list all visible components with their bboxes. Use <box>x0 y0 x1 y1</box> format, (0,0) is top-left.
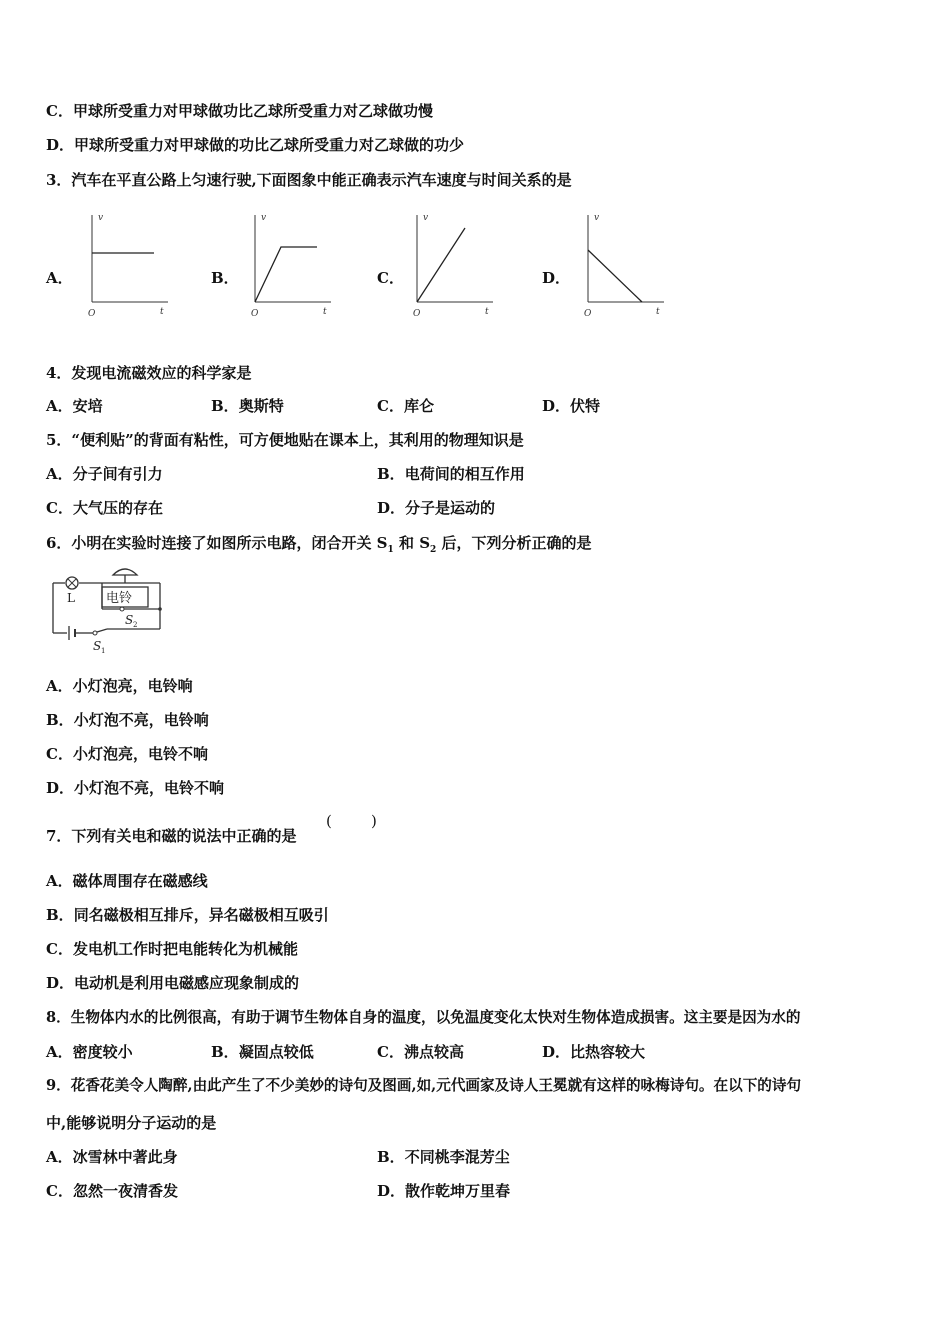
option-label: A． <box>46 1043 73 1061</box>
q3-graph-d-label: D． <box>542 269 571 287</box>
option-label: C． <box>46 102 73 120</box>
option-label: D． <box>542 397 571 415</box>
q3-graph-d <box>576 210 666 320</box>
option-text: 分子间有引力 <box>72 465 163 483</box>
option-text: 大气压的存在 <box>72 499 163 517</box>
option-label: B． <box>211 1043 239 1061</box>
s1-contact <box>93 631 97 635</box>
graph-c-curve <box>417 228 465 302</box>
q6-option-b <box>46 710 209 730</box>
q6-stem-part3: 后，下列分析正确的是 <box>436 534 592 552</box>
q8-option-c <box>377 1042 464 1062</box>
s1-blade <box>97 629 107 632</box>
option-text: 甲球所受重力对甲球做的功比乙球所受重力对乙球做的功少 <box>74 136 465 154</box>
q3-stem: 3．汽车在平直公路上匀速行驶,下面图象中能正确表示汽车速度与时间关系的是 <box>46 171 572 189</box>
option-label: D． <box>46 779 75 797</box>
q4-option-c <box>377 396 434 416</box>
q4-option-d <box>542 396 600 416</box>
option-text: 冰雪林中著此身 <box>72 1148 178 1166</box>
option-text: 沸点较高 <box>403 1043 464 1061</box>
option-label: C． <box>46 940 73 958</box>
option-text: 小灯泡不亮，电铃响 <box>73 711 209 729</box>
option-text: 电动机是利用电磁感应现象制成的 <box>74 974 300 992</box>
v-axis-label: v <box>261 213 267 223</box>
v-axis-label: v <box>98 213 104 223</box>
v-axis-label: v <box>594 213 600 223</box>
q7-stem: 7．下列有关电和磁的说法中正确的是 <box>46 827 297 845</box>
option-text: 密度较小 <box>72 1043 133 1061</box>
option-label: C． <box>46 745 73 763</box>
q3-graph-a <box>80 210 170 320</box>
option-text: 安培 <box>72 397 103 415</box>
t-axis-label: t <box>656 307 660 317</box>
option-text: 伏特 <box>570 397 601 415</box>
origin-label: O <box>584 309 592 319</box>
option-label: C． <box>46 1182 73 1200</box>
q5-option-d <box>377 498 495 518</box>
lamp-label: L <box>67 591 75 605</box>
option-text: 奥斯特 <box>238 397 284 415</box>
s1-sub-label: 1 <box>101 647 106 655</box>
q3-graph-c <box>405 210 495 320</box>
option-text: 电荷间的相互作用 <box>404 465 525 483</box>
q6-option-d <box>46 778 224 798</box>
q6-option-a <box>46 676 193 696</box>
q6-stem-part1: 6．小明在实验时连接了如图所示电路，闭合开关 S <box>46 534 388 552</box>
answer-paren-open: ( <box>326 812 332 830</box>
option-label: B． <box>377 1148 405 1166</box>
origin-label: O <box>413 309 421 319</box>
q4-stem: 4．发现电流磁效应的科学家是 <box>46 364 252 382</box>
q7-option-a <box>46 871 208 891</box>
bell-label: 电铃 <box>106 591 133 606</box>
graph-b-curve <box>255 247 317 302</box>
velocity-time-graph-d <box>576 210 666 320</box>
q3-graph-b <box>243 210 333 320</box>
option-text: 分子是运动的 <box>405 499 496 517</box>
q6-circuit-diagram <box>45 565 170 664</box>
option-text: 散作乾坤万里春 <box>405 1182 511 1200</box>
q9-option-d <box>377 1181 510 1201</box>
option-label: A． <box>46 1148 73 1166</box>
option-label: B． <box>46 906 74 924</box>
option-label: D． <box>542 1043 571 1061</box>
option-label: D． <box>377 499 406 517</box>
q8-option-a <box>46 1042 133 1062</box>
q3-graph-a-label: A． <box>46 269 73 287</box>
option-label: A． <box>46 397 73 415</box>
origin-label: O <box>88 309 96 319</box>
option-label: D． <box>377 1182 406 1200</box>
option-label: B． <box>377 465 405 483</box>
origin-label: O <box>251 309 259 319</box>
q9-option-b <box>377 1147 510 1167</box>
option-label: C． <box>377 397 404 415</box>
option-label: B． <box>46 711 74 729</box>
option-text: 同名磁极相互排斥，异名磁极相互吸引 <box>73 906 329 924</box>
graph-d-curve <box>588 250 642 302</box>
s2-label: S <box>125 613 134 627</box>
option-text: 小灯泡不亮，电铃不响 <box>74 779 225 797</box>
option-text: 凝固点较低 <box>238 1043 314 1061</box>
velocity-time-graph-c <box>405 210 495 320</box>
q8-stem: 8．生物体内水的比例很高，有助于调节生物体自身的温度，以免温度变化太快对生物体造成损害。这主要是因为水的 <box>46 1009 801 1026</box>
t-axis-label: t <box>323 307 327 317</box>
option-text: 不同桃李混芳尘 <box>404 1148 510 1166</box>
option-text: 库仑 <box>403 397 434 415</box>
q9-stem-line2: 中,能够说明分子运动的是 <box>46 1114 217 1132</box>
q5-option-a <box>46 464 163 484</box>
option-text: 磁体周围存在磁感线 <box>72 872 208 890</box>
q6-stem-part2: 和 S <box>393 534 431 552</box>
q7-option-c <box>46 939 298 959</box>
s1-label: S <box>93 639 102 653</box>
velocity-time-graph-b <box>243 210 333 320</box>
q6-option-c <box>46 744 208 764</box>
s2-subscript: 2 <box>430 545 437 555</box>
option-text: 甲球所受重力对甲球做功比乙球所受重力对乙球做功慢 <box>72 102 433 120</box>
t-axis-label: t <box>160 307 164 317</box>
option-text: 忽然一夜清香发 <box>72 1182 178 1200</box>
option-label: C． <box>377 1043 404 1061</box>
option-label: A． <box>46 465 73 483</box>
q5-option-b <box>377 464 525 484</box>
option-label: A． <box>46 872 73 890</box>
q3-graph-c-label: C． <box>377 269 404 287</box>
option-text: 小灯泡亮，电铃不响 <box>72 745 208 763</box>
q5-stem: 5．“便利贴”的背面有粘性，可方便地贴在课本上，其利用的物理知识是 <box>46 431 524 449</box>
q9-option-a <box>46 1147 178 1167</box>
option-label: D． <box>46 136 75 154</box>
q2-option-c <box>46 101 433 121</box>
q8-option-b <box>211 1042 314 1062</box>
option-text: 发电机工作时把电能转化为机械能 <box>72 940 298 958</box>
q7-option-d <box>46 973 299 993</box>
q9-option-c <box>46 1181 178 1201</box>
velocity-time-graph-a <box>80 210 170 320</box>
option-label: B． <box>211 397 239 415</box>
t-axis-label: t <box>485 307 489 317</box>
option-label: A． <box>46 677 73 695</box>
option-text: 比热容较大 <box>570 1043 646 1061</box>
option-label: D． <box>46 974 75 992</box>
s1-subscript: 1 <box>387 545 394 555</box>
v-axis-label: v <box>423 213 429 223</box>
q9-stem-line1: 9．花香花美令人陶醉,由此产生了不少美妙的诗句及图画,如,元代画家及诗人王冕就有这样的咏梅诗句。在以下的诗句 <box>46 1077 802 1094</box>
option-text: 小灯泡亮，电铃响 <box>72 677 193 695</box>
q7-option-b <box>46 905 329 925</box>
q4-option-b <box>211 396 284 416</box>
answer-paren-close: ) <box>371 812 377 830</box>
q4-option-a <box>46 396 103 416</box>
q8-option-d <box>542 1042 645 1062</box>
bell-icon <box>113 569 137 575</box>
q6-stem <box>46 533 592 560</box>
q2-option-d <box>46 135 464 155</box>
s2-sub-label: 2 <box>133 621 138 629</box>
circuit-svg <box>45 565 170 660</box>
option-label: C． <box>46 499 73 517</box>
q3-graph-b-label: B． <box>211 269 239 287</box>
q5-option-c <box>46 498 163 518</box>
